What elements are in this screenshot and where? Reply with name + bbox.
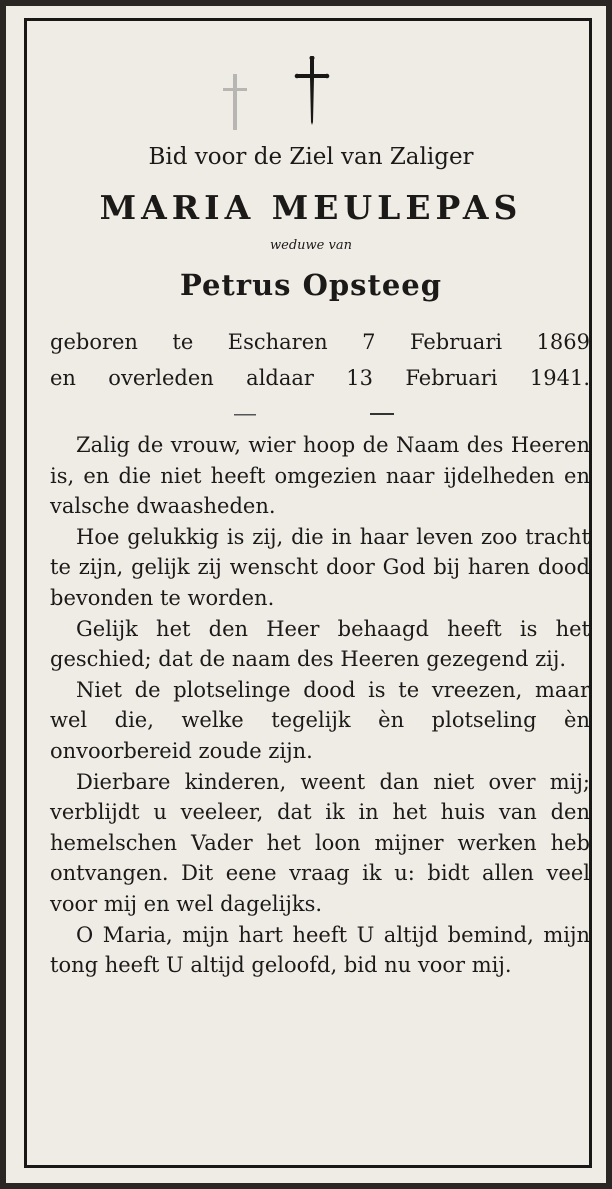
husband-name: Petrus Opsteeg — [179, 268, 443, 302]
divider-ornament — [234, 408, 394, 420]
life-dates — [50, 324, 590, 396]
birth-line: geboren te Escharen 7 Februari 1869 — [50, 330, 590, 354]
cross-icon — [294, 56, 330, 126]
memorial-card — [6, 6, 606, 1183]
paragraph: Hoe gelukkig is zij, die in haar leven zoo tracht te zijn, gelijk zij wenscht door God bij haren dood bevonden te worden. — [50, 524, 590, 610]
deceased-name: MARIA MEULEPAS — [99, 188, 523, 227]
widow-of-label: weduwe van — [270, 238, 352, 253]
paragraph: Gelijk het den Heer behaagd heeft is het geschied; dat de naam des Heeren gezegend zij. — [50, 616, 590, 672]
death-line: en overleden aldaar 13 Februari 1941. — [50, 366, 590, 390]
prayer-heading: Bid voor de Ziel van Zaliger — [148, 144, 474, 170]
paragraph: Zalig de vrouw, wier hoop de Naam des Heeren is, en die niet heeft omgezien naar ijdelheden en valsche dwaasheden. — [50, 433, 590, 519]
ghost-cross-icon — [220, 72, 250, 132]
paragraph: O Maria, mijn hart heeft U altijd bemind, mijn tong heeft U altijd geloofd, bid nu voor mij. — [50, 922, 590, 978]
paragraph: Niet de plotselinge dood is te vreezen, maar wel die, welke tegelijk èn plotseling èn onvoorbereid zoude zijn. — [50, 677, 590, 763]
paragraph: Dierbare kinderen, weent dan niet over mij; verblijdt u veeleer, dat ik in het huis van den hemelschen Vader het loon mijner werken heb ontvangen. Dit eene vraag ik u: bidt allen veel voor mij en wel dagelijks. — [50, 769, 590, 916]
verse-text — [50, 430, 590, 981]
